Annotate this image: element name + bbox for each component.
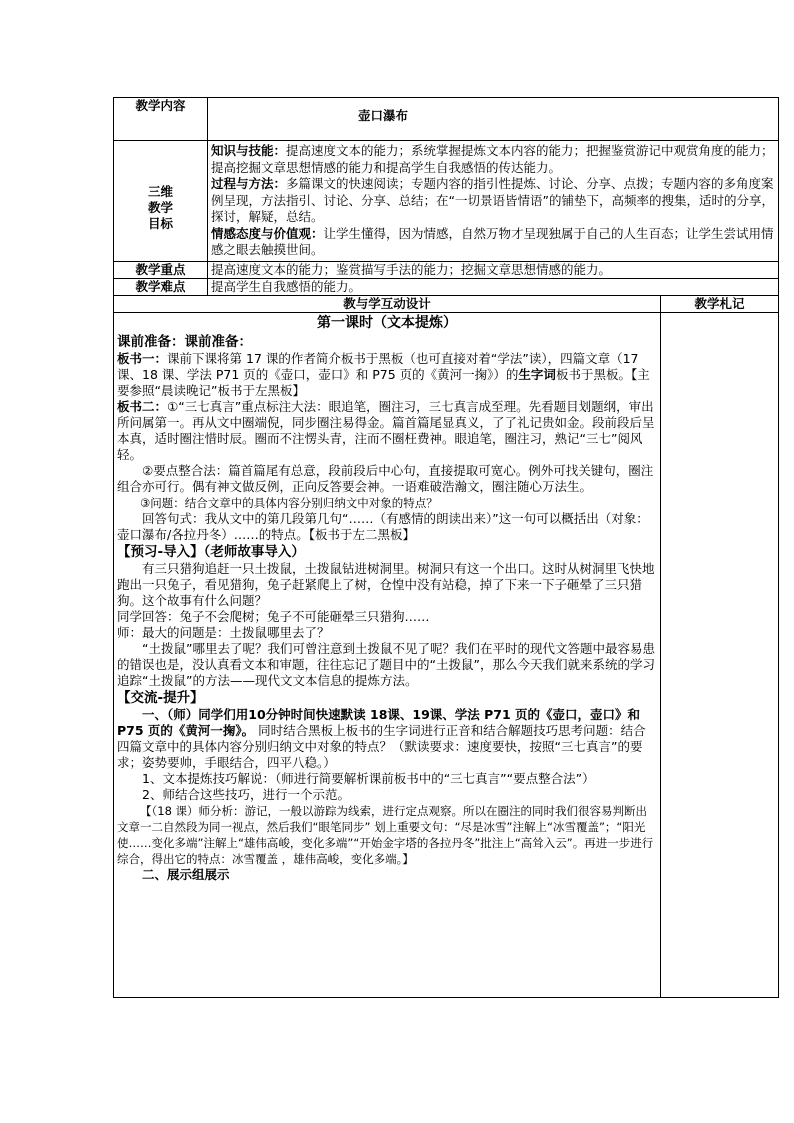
step1: 一、（师）同学们用10分钟时间快速默读 18课、19课、学法 P71 页的《壶口，壶口》和 P75 页的《黄河一掬》。 同时结合黑板上板书的生字词进行正音和结合解题技巧思考问题：结合四篇文章中的具体内容分别归纳文中对象的特点？（默读要求：速度要快，按照“三七真言”的要求；姿势要帅，手眼结合，四平八稳。） — [117, 706, 646, 770]
exchange-heading: 【交流-提升】 — [117, 689, 204, 706]
notes-column — [661, 312, 779, 997]
student-answer: 同学回答：兔子不会爬树；兔子不可能砸晕三只猎狗…… — [117, 608, 430, 624]
teacher-question: 师：最大的问题是：土拨鼠哪里去了？ — [117, 624, 330, 640]
preview-heading: 【预习-导入】（老师故事导入） — [117, 543, 305, 560]
teacher-explanation: “土拨鼠”哪里去了呢？我们可曾注意到土拨鼠不见了呢？我们在平时的现代文答题中最容易患的错误也是，没认真看文本和审题，往往忘记了题目中的“土拨鼠”，那么今天我们就来系统的学习追踪“土拨鼠”的方法——现代文文本信息的提炼方法。 — [117, 640, 655, 688]
label-goal: 三维 教学 目标 — [114, 141, 208, 262]
design-content — [114, 312, 661, 997]
key-point: 提高速度文本的能力；鉴赏描写手法的能力；挖掘文章思想情感的能力。 — [208, 261, 779, 278]
goal-process: 过程与方法：多篇课文的快速阅读；专题内容的指引性提炼、讨论、分享、点拨；专题内容的多角度案例呈现，方法指引、讨论、分享、总结；在“一切景语皆情语”的铺垫下，高频率的搜集，适时的分享，探讨，解疑，总结。 — [211, 176, 774, 224]
step2: 二、展示组展示 — [142, 866, 230, 882]
difficult-point: 提高学生自我感悟的能力。 — [208, 278, 779, 295]
design-header: 教与学互动设计 — [114, 295, 661, 312]
label-key: 教学重点 — [114, 261, 208, 278]
analysis: 【（18 课）师分析：游记，一般以游踪为线索，进行定点观察。所以在圈注的同时我们很容易判断出文章一二自然段为同一视点，然后我们“眼笔同步” 划上重要文句：“尽是冰雪”注解上“冰雪覆盖”；“阳光使……变化多端”注解上“雄伟高峻，变化多端”“开始金字塔的各拉丹冬”批注上“高耸入云”。再进一步进行综合，得出它的特点：冰雪覆盖 ，雄伟高峻，变化多端。】 — [117, 803, 654, 866]
board2-p4: 回答句式：我从文中的第几段第几句“……（有感情的朗读出来）”这一句可以概括出（对象：壶口瀑布/各拉丹冬）……的特点。【板书于左二黑板】 — [117, 510, 649, 542]
lesson-plan-table — [113, 97, 779, 998]
board1: 板书一：课前下课将第 17 课的作者简介板书于黑板（也可直接对着“学法”读），四篇文章（17 课、18 课、学法 P71 页的《壶口，壶口》和 P75 页的《黄河一掬》）的生字词板书于黑板。【主要参照“晨读晚记”板书于左黑板】 — [117, 350, 650, 398]
sub-step-2: 2、师结合这些技巧，进行一个示范。 — [142, 786, 350, 802]
board2-p3: ③问题：结合文章中的具体内容分别归纳文中对象的特点？ — [140, 495, 438, 510]
label-content: 教学内容 — [114, 98, 208, 141]
label-difficulty: 教学难点 — [114, 278, 208, 295]
lesson-title: 第一课时（文本提炼） — [317, 314, 457, 331]
sub-step-1: 1、文本提炼技巧解说：（师进行简要解析课前板书中的“三七真言”“要点整合法”） — [142, 770, 595, 786]
notes-header: 教学札记 — [661, 295, 779, 312]
goals-cell — [208, 141, 779, 262]
goal-emotion: 情感态度与价值观：让学生懂得，因为情感，自然万物才呈现独属于自己的人生百态；让学生尝试用情感之眼去触摸世间。 — [211, 225, 774, 257]
board2: 板书二：①“三七真言”重点标注大法：眼追笔，圈注习，三七真言成至理。先看题目划题纲，审出所问属第一。再从文中圈端倪，同步圈注易得金。篇首篇尾显真义，了了礼记贵如金。段前段后呈本真，适时圈注惜时辰。圈而不注愣头青，注而不圈枉费神。眼追笔，圈注习，熟记“三七”阅风轻。 — [117, 398, 655, 462]
goal-knowledge: 知识与技能：提高速度文本的能力；系统掌握提炼文本内容的能力；把握鉴赏游记中观赏角度的能力；提高挖掘文章思想情感的能力和提高学生自我感悟的传达能力。 — [211, 143, 774, 175]
story: 有三只猎狗追赶一只土拨鼠，土拨鼠钻进树洞里。树洞只有这一个出口。这时从树洞里飞快地跑出一只兔子，看见猎狗，兔子赶紧爬上了树，仓惶中没有站稳，掉了下来一下子砸晕了三只猎狗。这个故事有什么问题？ — [117, 560, 655, 608]
board2-p2: ②要点整合法：篇首篇尾有总意，段前段后中心句，直接提取可宽心。例外可找关键句，圈注组合亦可行。偶有神文做反例，正向反答要会神。一语难破浩瀚文，圈注随心万法生。 — [117, 462, 654, 494]
prep-heading: 课前准备：课前准备： — [117, 333, 252, 350]
page-title: 壶口瀑布 — [208, 98, 779, 141]
